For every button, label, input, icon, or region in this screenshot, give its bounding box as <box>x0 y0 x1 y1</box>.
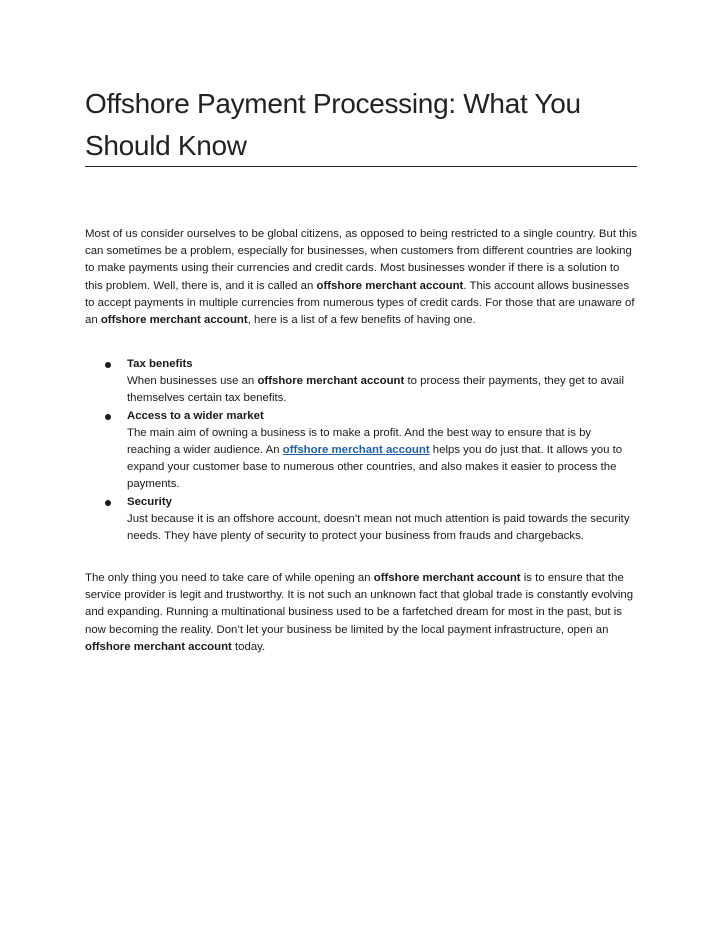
intro-text-3: , here is a list of a few benefits of having one. <box>247 314 476 327</box>
list-item-wider-market <box>85 408 637 494</box>
closing-text-1: The only thing you need to take care of while opening an <box>85 572 374 584</box>
offshore-merchant-account-link[interactable]: offshore merchant account <box>282 444 430 457</box>
benefit-heading: Tax benefits <box>127 358 193 370</box>
benefit-text: When businesses use an <box>127 375 258 388</box>
benefit-description <box>127 425 637 494</box>
benefit-description: Just because it is an offshore account, doesn’t mean not much attention is paid towards the security needs. They have plenty of security to protect your business from frauds and chargebacks. <box>127 512 630 543</box>
list-item-tax-benefits <box>85 356 637 408</box>
benefit-text: to process their payments, they get to avail themselves certain tax benefits. <box>127 375 624 405</box>
intro-text-1: Most of us consider ourselves to be global citizens, as opposed to being restricted to a single country. But this can sometimes be a problem, especially for businesses, when customers from different countries are looking to make payments using their currencies and credit cards. Most businesses wonder if there is a solution to this problem. Well, there is, and it is called an <box>85 228 637 292</box>
title-line-2: Should Know <box>85 130 247 161</box>
benefit-text: helps you do just that. It allows you to expand your customer base to numerous other countries, and also makes it easier to process the payments. <box>127 444 623 491</box>
title-line-1: Offshore Payment Processing: What You <box>85 88 581 119</box>
closing-bold-term-2: offshore merchant account <box>85 640 232 653</box>
benefit-description <box>127 373 637 407</box>
closing-bold-term-1: offshore merchant account <box>373 572 521 584</box>
intro-text-2: . This account allows businesses to accept payments in multiple currencies from numerous types of credit cards. For those that are unaware of an <box>85 279 635 327</box>
closing-text-3: today. <box>231 640 266 653</box>
intro-bold-term-1: offshore merchant account <box>316 279 464 292</box>
benefit-heading: Access to a wider market <box>127 409 264 422</box>
benefit-bold-term: offshore merchant account <box>257 375 405 388</box>
closing-text-2: is to ensure that the service provider is legit and trustworthy. It is not such an unknown fact that global trade is constantly evolving and expanding. Running a multinational business used to be a farfetched dream for most in the past, but is now becoming the reality. Don’t let your business be limited by the local payment infrastructure, open an <box>85 572 634 636</box>
benefit-heading: Security <box>127 495 172 508</box>
bullet-icon <box>105 414 111 420</box>
bullet-icon <box>105 500 111 506</box>
bullet-icon <box>105 362 111 368</box>
title-divider <box>85 166 637 167</box>
intro-bold-term-2: offshore merchant account <box>100 314 248 327</box>
intro-paragraph <box>85 226 637 329</box>
benefits-list <box>85 356 637 545</box>
page-title <box>85 83 637 167</box>
benefit-text: The main aim of owning a business is to make a profit. And the best way to ensure that is by reaching a wider audience. An <box>127 426 592 457</box>
list-item-security <box>85 494 637 546</box>
closing-paragraph <box>85 570 637 656</box>
